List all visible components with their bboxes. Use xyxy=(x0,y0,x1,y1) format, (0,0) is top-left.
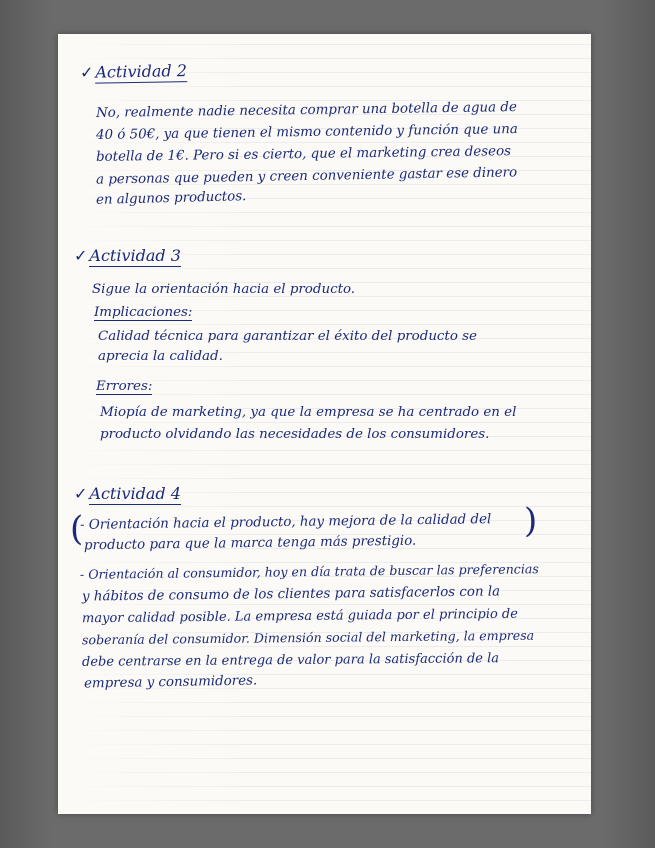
actividad-4-heading: ✓ Actividad 4 xyxy=(74,484,181,503)
checkmark-icon: ✓ xyxy=(74,246,88,265)
actividad-3-heading: ✓ Actividad 3 xyxy=(74,246,181,265)
implicaciones-line-2: aprecia la calidad. xyxy=(98,349,223,364)
actividad-4-item-2-line-5: debe centrarse en la entrega de valor para la satisfacción de la xyxy=(81,651,500,670)
errores-line-2: producto olvidando las necesidades de los consumidores. xyxy=(100,427,490,442)
actividad-4-item-1-line-1: - Orientación hacia el producto, hay mejora de la calidad del xyxy=(79,512,492,533)
errores-line-1: Miopía de marketing, ya que la empresa se ha centrado en el xyxy=(100,405,517,420)
errores-label: Errores: xyxy=(96,379,153,394)
actividad-4-item-2-line-3: mayor calidad posible. La empresa está guiada por el principio de xyxy=(81,606,518,627)
actividad-2-line-3: botella de 1€. Pero si es cierto, que el marketing crea deseos xyxy=(95,144,512,165)
actividad-4-item-2-line-4: soberanía del consumidor. Dimensión social del marketing, la empresa xyxy=(81,627,535,648)
actividad-2-line-1: No, realmente nadie necesita comprar una botella de agua de xyxy=(95,100,517,121)
right-bracket: ) xyxy=(524,501,538,541)
checkmark-icon: ✓ xyxy=(79,62,94,82)
actividad-2-line-4: a personas que pueden y creen conveniente gastar ese dinero xyxy=(95,165,518,188)
actividad-4-item-2-line-2: y hábitos de consumo de los clientes para satisfacerlos con la xyxy=(81,584,501,605)
actividad-4-item-1-line-2: producto para que la marca tenga más prestigio. xyxy=(83,533,417,554)
actividad-4-item-2-line-6: empresa y consumidores. xyxy=(83,673,258,692)
handwritten-page xyxy=(58,34,591,814)
actividad-3-intro: Sigue la orientación hacia el producto. xyxy=(92,282,356,297)
actividad-2-line-5: en algunos productos. xyxy=(95,189,247,208)
implicaciones-label: Implicaciones: xyxy=(94,305,193,320)
actividad-2-line-2: 40 ó 50€, ya que tienen el mismo contenido y función que una xyxy=(95,122,518,143)
actividad-4-item-2-line-1: - Orientación al consumidor, hoy en día trata de buscar las preferencias xyxy=(79,561,539,582)
checkmark-icon: ✓ xyxy=(74,484,88,503)
implicaciones-line-1: Calidad técnica para garantizar el éxito del producto se xyxy=(98,329,477,344)
actividad-2-heading: ✓ Actividad 2 xyxy=(79,61,188,82)
left-bracket: ( xyxy=(70,509,84,549)
